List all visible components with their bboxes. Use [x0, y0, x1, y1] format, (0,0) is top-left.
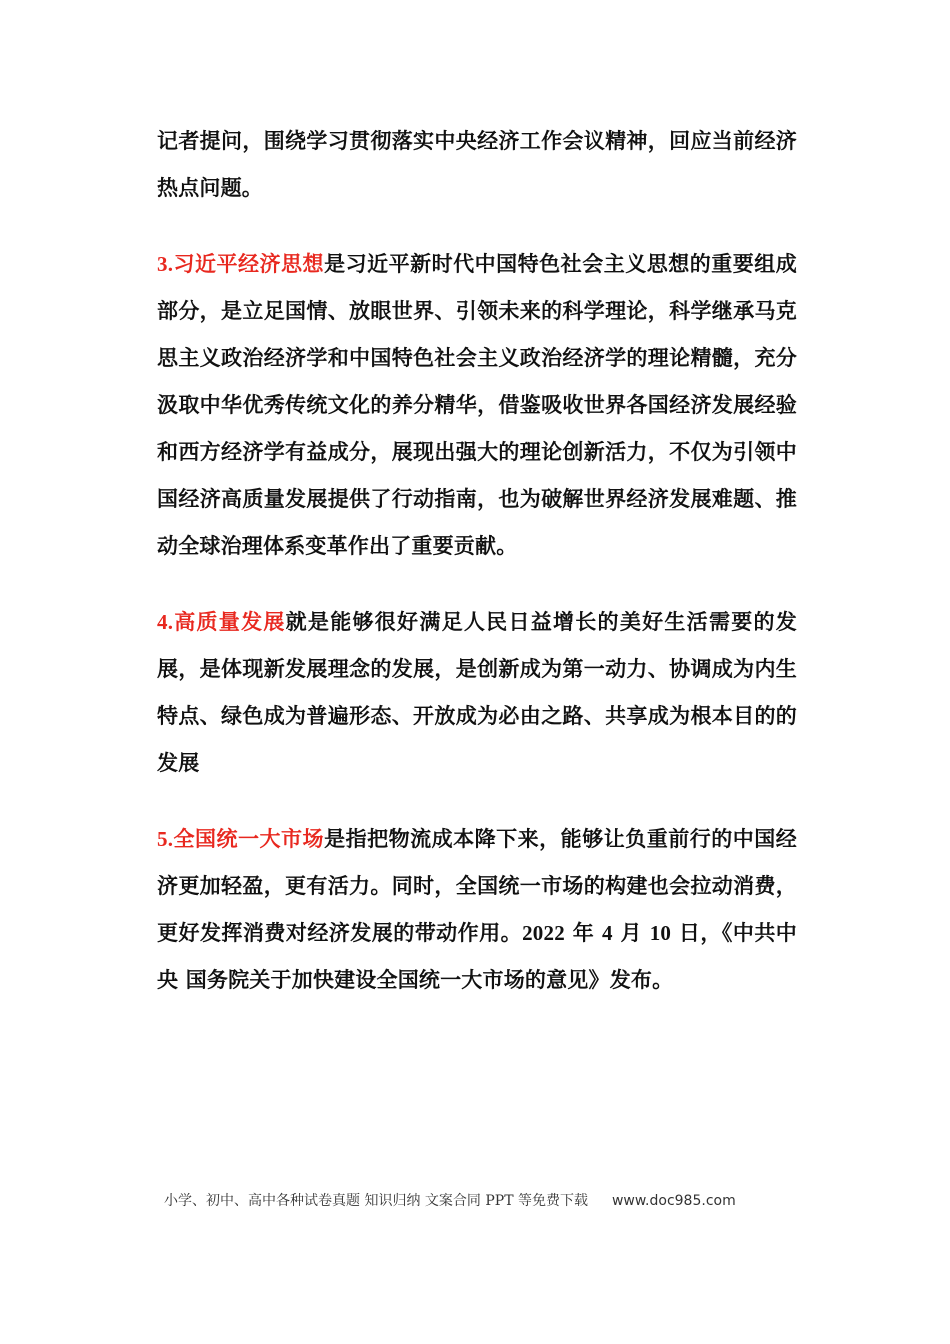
paragraph-4: [157, 599, 797, 787]
highlighted-term: 全国统一大市场: [173, 827, 325, 851]
footer-site-link[interactable]: www.doc985.com: [611, 1193, 736, 1209]
date-year: 2022: [522, 921, 565, 945]
page-footer: [164, 1190, 804, 1210]
paragraph-number: 4.: [157, 610, 174, 634]
paragraph-text: 记者提问，围绕学习贯彻落实中央经济工作会议精神，回应当前经济热点问题。: [157, 129, 797, 200]
paragraph-text: 是习近平新时代中国特色社会主义思想的重要组成部分，是立足国情、放眼世界、引领未来的科学理论，科学继承马克思主义政治经济学和中国特色社会主义政治经济学的理论精髓，充分汲取中华优秀传统文化的养分精华，借鉴吸收世界各国经济发展经验和西方经济学有益成分，展现出强大的理论创新活力，不仅为引领中国经济高质量发展提供了行动指南，也为破解世界经济发展难题、推动全球治理体系变革作出了重要贡献。: [157, 252, 798, 558]
paragraph-intro: [157, 118, 797, 212]
highlighted-term: 习近平经济思想: [173, 252, 325, 276]
paragraph-text-end: 日，《中共中央 国务院关于加快建设全国统一大市场的意见》发布。: [157, 921, 798, 992]
footer-text: 小学、初中、高中各种试卷真题 知识归纳 文案合同 PPT 等免费下载: [164, 1193, 588, 1209]
date-day: 10: [649, 921, 672, 945]
paragraph-text: 就是能够很好满足人民日益增长的美好生活需要的发展，是体现新发展理念的发展，是创新成为第一动力、协调成为内生特点、绿色成为普遍形态、开放成为必由之路、共享成为根本目的的发展: [157, 610, 797, 775]
paragraph-text: 是指把物流成本降下来，能够让负重前行的中国经济更加轻盈，更有活力。同时，全国统一市场的构建也会拉动消费，更好发挥消费对经济发展的带动作用。: [157, 827, 798, 945]
date-month: 4: [601, 921, 613, 945]
document-body: [157, 118, 797, 1004]
paragraph-5: [157, 816, 797, 1004]
highlighted-term: 高质量发展: [173, 610, 286, 634]
date-year-unit: 年: [564, 921, 602, 945]
paragraph-3: [157, 241, 797, 570]
paragraph-number: 5.: [157, 827, 174, 851]
date-month-unit: 月: [612, 921, 650, 945]
paragraph-number: 3.: [157, 252, 174, 276]
